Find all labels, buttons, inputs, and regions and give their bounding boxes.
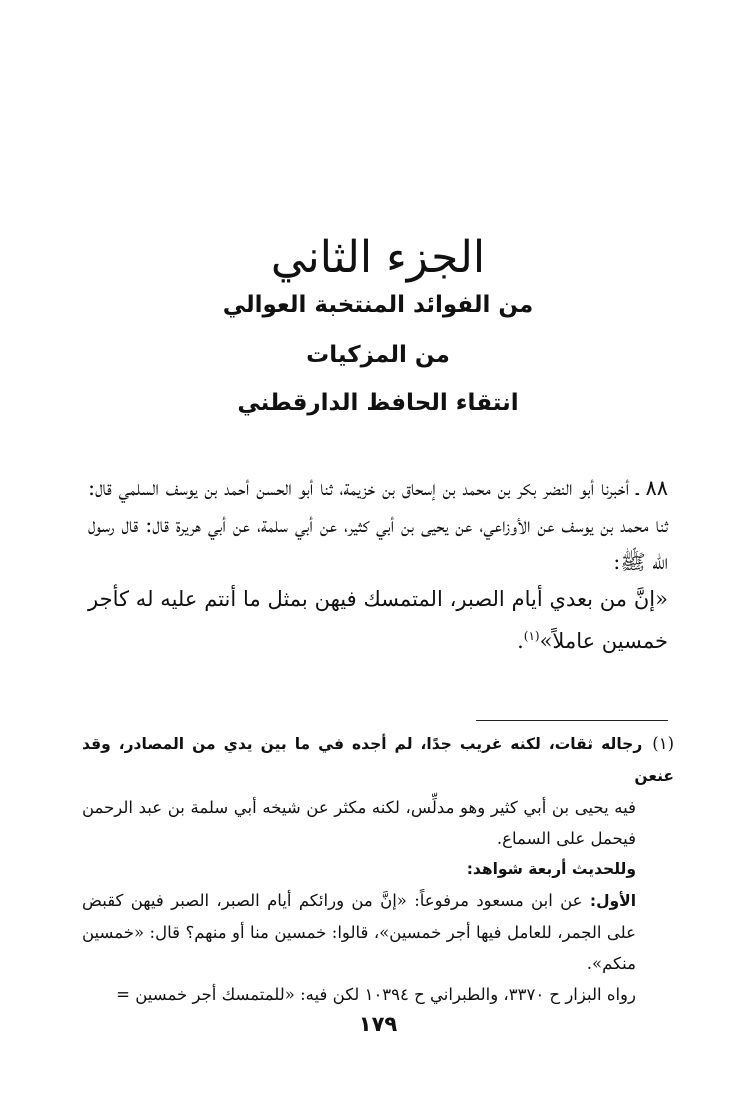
witnesses-heading: وللحديث أربعة شواهد: <box>466 860 636 878</box>
footnote-continuation: فيه يحيى بن أبي كثير وهو مدلِّس، لكنه مكثر عن شيخه أبي سلمة بن عبد الرحمن فيحمل على السماع. <box>82 798 636 848</box>
part-title: الجزء الثاني <box>270 232 486 283</box>
footnote-1 <box>82 728 674 792</box>
hadith-matn <box>88 581 668 660</box>
witness-source: رواه البزار ح ٣٣٧٠، والطبراني ح ١٠٣٩٤ لكن فيه: «للمتمسك أجر خمسين = <box>116 985 636 1004</box>
hadith-body <box>88 470 668 660</box>
heading-line-1: من الفوائد المنتخبة العوالي <box>222 292 534 318</box>
hadith-matn-text: «إنَّ من بعدي أيام الصبر، المتمسك فيهن بمثل ما أنتم عليه له كأجر خمسين عاملاً» <box>88 587 668 653</box>
page-number: ١٧٩ <box>358 1012 398 1036</box>
first-witness-text: عن ابن مسعود مرفوعاً: «إنَّ من ورائكم أيام الصبر، الصبر فيهن كقبض على الجمر، للعامل فيها أجر خمسين»، قالوا: خمسين منا أو منهم؟ قال: «خمسين منكم». <box>82 891 636 973</box>
first-witness-label: الأول: <box>589 892 637 910</box>
heading-line-3: انتقاء الحافظ الدارقطني <box>237 390 519 416</box>
footnotes <box>82 728 674 1010</box>
hadith-end-mark: . <box>517 629 524 653</box>
hadith-isnad: ٨٨ ـ أخبرنا أبو النضر بكر بن محمد بن إسحاق بن خزيمة، ثنا أبو الحسن أحمد بن يوسف السلمي قال: ثنا محمد بن يوسف عن الأوزاعي، عن يحيى بن أبي كثير، عن أبي سلمة، عن أبي هريرة قال: قال رسول الله ﷺ: <box>88 476 668 574</box>
footnote-number: (١) <box>652 734 674 753</box>
first-witness <box>82 885 674 979</box>
footnote-reference: (١) <box>523 629 540 643</box>
footnote-separator <box>476 720 668 721</box>
heading-line-2: من المزكيات <box>306 342 450 368</box>
footnote-grading: رجاله ثقات، لكنه غريب جدًا، لم أجده في ما بين يدي من المصادر، وقد عنعن <box>82 735 674 785</box>
